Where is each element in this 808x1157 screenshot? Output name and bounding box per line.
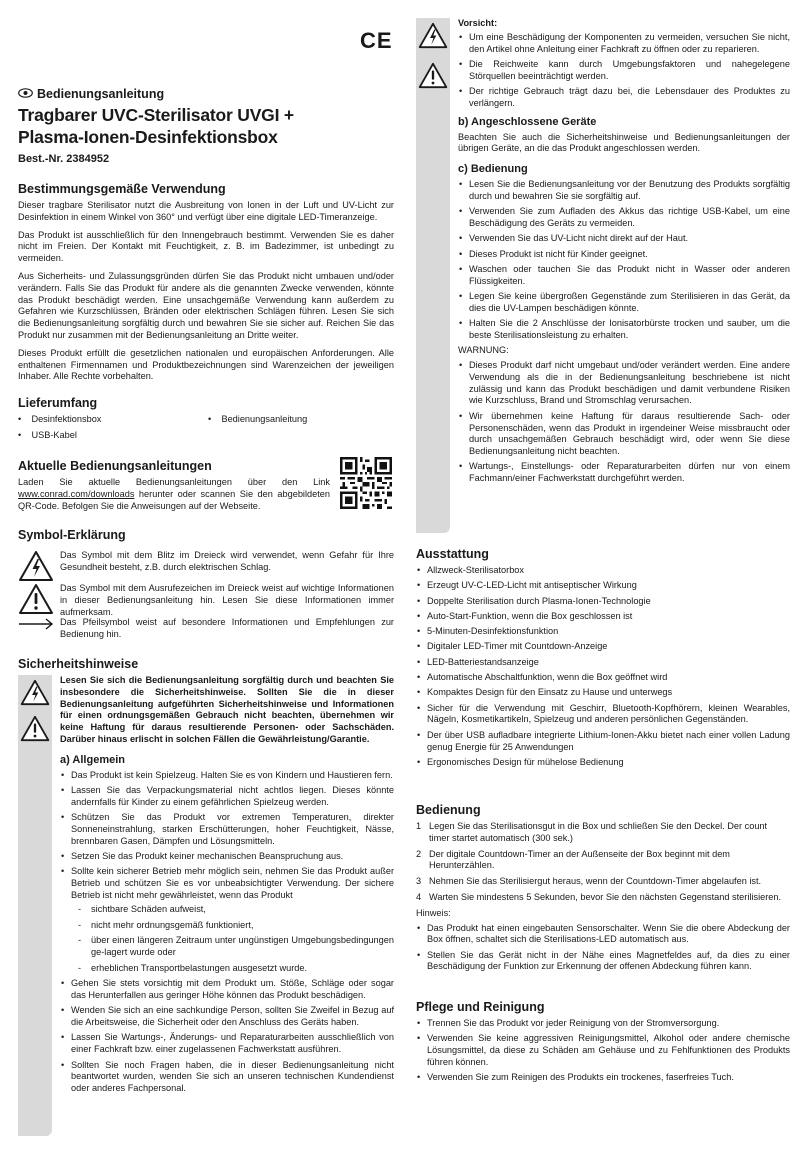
- note-list: [416, 923, 790, 974]
- paragraph: Das Produkt ist ausschließlich für den Innengebrauch bestimmt. Verwenden Sie es daher nicht im Freien. Der Kontakt mit Feuchtigkeit, z. B. im Badezimmer, ist unbedingt zu vermeiden.: [18, 229, 394, 264]
- operation-steps: [416, 821, 790, 904]
- list-item: • Verwenden Sie keine aggressiven Reinigungsmittel, Alkohol oder andere chemische Lösungsmittel, da diese zu Schäden am Gehäuse und zu Fehlfunktionen des Produkts führen können.: [416, 1033, 790, 1068]
- manual-label: Bedienungsanleitung: [18, 85, 164, 103]
- safety-section: [18, 657, 394, 672]
- subsection-heading: a) Allgemein: [60, 753, 125, 766]
- list-item: • Sicher für die Verwendung mit Geschirr, Bluetooth-Kopfhörern, kleinen Wearables, Nägeln, Kosmetikartikeln, Spielzeug und anderen persönlichen Gegenständen.: [416, 703, 790, 727]
- list-item: - über einen längeren Zeitraum unter ungünstigen Umgebungsbedingungen ge-lagert wurde oder: [71, 935, 394, 959]
- list-item: • Automatische Abschaltfunktion, wenn die Box geöffnet wird: [416, 672, 790, 684]
- list-item: • Das Produkt hat einen eingebauten Sensorschalter. Wenn Sie die obere Abdeckung der Box öffnen, schaltet sich die Sterilisations-LED automatisch aus.: [416, 923, 790, 947]
- section-heading: Lieferumfang: [18, 396, 98, 410]
- section-heading: Aktuelle Bedienungsanleitungen: [18, 459, 212, 473]
- subsection-heading: c) Bedienung: [458, 163, 528, 176]
- operation-safety-list: [458, 179, 790, 342]
- section-heading: Pflege und Reinigung: [416, 1000, 545, 1014]
- section-heading: Ausstattung: [416, 547, 489, 561]
- list-item: 3 Nehmen Sie das Sterilisiergut heraus, wenn der Countdown-Timer abgelaufen ist.: [416, 876, 762, 887]
- list-item: • USB-Kabel: [18, 430, 77, 440]
- paragraph: Laden Sie aktuelle Bedienungsanleitungen über den Link www.conrad.com/downloads herunter oder scannen Sie den abgebildeten QR-Code. Befolgen Sie die Anweisungen auf der Webseite.: [18, 477, 330, 511]
- caution-side-bar: [416, 18, 450, 533]
- list-item: • Waschen oder tauchen Sie das Produkt nicht in Wasser oder anderen Flüssigkeiten.: [458, 264, 790, 288]
- ce-mark: CE: [360, 28, 393, 53]
- list-item: • Halten Sie die 2 Anschlüsse der Ionisatorbürste trocken und sauber, um die beste Sterilisationsleistung zu erhalten.: [458, 318, 790, 342]
- paragraph: Aus Sicherheits- und Zulassungsgründen dürfen Sie das Produkt nicht umbauen und/oder verändern. Falls Sie das Produkt für andere als die genannten Zwecke verwenden, könnte das Produkt beschädigt werden. Eine unsachgemäße Verwendung kann außerdem zu Gefahren wie Kurzschlüssen, Bränden oder elektrischen Schlägen führen. Lesen Sie sich die Bedienungsanleitung sorgfältig durch und bewahren Sie sie sicher auf. Reichen Sie das Produkt nur zusammen mit der Bedienungsanleitung an Dritte weiter.: [18, 270, 394, 340]
- caution-heading: Vorsicht:: [458, 18, 498, 28]
- care-section: [416, 1000, 790, 1087]
- delivery-section: [18, 396, 394, 450]
- paragraph: Dieses Produkt erfüllt die gesetzlichen nationalen und europäischen Anforderungen. Alle enthaltenen Firmennamen und Produktbezeichnungen sind Warenzeichen der jeweiligen Inhaber. Alle Rechte vorbehalten.: [18, 347, 394, 382]
- sub-list: [71, 904, 394, 975]
- list-item: • Ergonomisches Design für mühelose Bedienung: [416, 757, 790, 769]
- eye-icon: [18, 85, 33, 103]
- list-item: • Setzen Sie das Produkt keiner mechanischen Beanspruchung aus.: [60, 851, 394, 863]
- list-item: • Lassen Sie das Verpackungsmaterial nicht achtlos liegen. Dieses könnte andernfalls für Kinder zu einem gefährlichen Spielzeug werden.: [60, 785, 394, 809]
- list-item: - nicht mehr ordnungsgemäß funktioniert,: [71, 920, 394, 932]
- list-item: • Dieses Produkt darf nicht umgebaut und/oder verändert werden. Eine andere Verwendung als die in der Bedienungsanleitung beschriebene ist nicht zulässig und kann das Produkt beschädigen und damit verbundene Risiken wie Kurzschluss, Brand und Stromschlag verursachen.: [458, 360, 790, 407]
- section-heading: Bestimmungsgemäße Verwendung: [18, 182, 226, 196]
- list-item: 4 Warten Sie mindestens 5 Sekunden, bevor Sie den nächsten Gegenstand sterilisieren.: [416, 891, 782, 902]
- order-number: Best.-Nr. 2384952: [18, 153, 110, 165]
- lightning-warning-icon: [20, 679, 50, 711]
- safety-content: [60, 675, 394, 1098]
- list-item: • Legen Sie keine übergroßen Gegenstände zum Sterilisieren in das Gerät, da dies die UV-Lampen beschädigen könnte.: [458, 291, 790, 315]
- list-item: - erheblichen Transportbelastungen ausgesetzt wurde.: [71, 963, 394, 975]
- intended-use-section: [18, 182, 394, 383]
- warning-label: WARNUNG:: [458, 345, 509, 356]
- page-title: Tragbarer UVC-Sterilisator UVGI + Plasma-Ionen-Desinfektionsbox: [18, 105, 294, 147]
- list-item: • Doppelte Sterilisation durch Plasma-Ionen-Technologie: [416, 596, 790, 608]
- list-item: • Schützen Sie das Produkt vor extremen Temperaturen, direkter Sonneneinstrahlung, starken Erschütterungen, hoher Feuchtigkeit, Nässe, brennbaren Gasen, Dämpfen und Lösungsmitteln.: [60, 812, 394, 847]
- section-heading: Bedienung: [416, 803, 481, 817]
- list-item: • 5-Minuten-Desinfektionsfunktion: [416, 626, 790, 638]
- list-item: • Bedienungsanleitung: [208, 414, 308, 424]
- list-item: • Stellen Sie das Gerät nicht in der Nähe eines Magnetfeldes auf, da dies zu einer Beschädigung der Funktion zur Erkennung der offenen Abdeckung führen kann.: [416, 950, 790, 974]
- section-heading: Symbol-Erklärung: [18, 528, 126, 542]
- operation-section: [416, 803, 790, 977]
- safety-intro: Lesen Sie sich die Bedienungsanleitung sorgfältig durch und beachten Sie insbesondere die Sicherheitshinweise. Sollten Sie die in dieser Bedienungsanleitung aufgeführten Sicherheitshinweise und Informationen für einen ordnungsgemäßen Gebrauch nicht beachten, übernehmen wir keine Haftung für daraus resultierende Personen- oder Sachschäden. Darüber hinaus erlischt in solchen Fällen die Gewährleistung/Garantie.: [60, 675, 394, 744]
- list-item: • Desinfektionsbox: [18, 414, 102, 424]
- arrow-icon: [18, 617, 54, 636]
- lightning-warning-icon: [418, 22, 448, 54]
- list-item: • Lassen Sie Wartungs-, Änderungs- und Reparaturarbeiten ausschließlich von einer Fachkraft bzw. einer zugelassenen Fachwerkstatt ausführen.: [60, 1032, 394, 1056]
- paragraph: Dieser tragbare Sterilisator nutzt die Ausbreitung von Ionen in der Luft und UV-Licht zur Desinfektion in einem Winkel von 360° und verfügt über eine digitale LED-Timeranzeige.: [18, 200, 394, 222]
- list-item: • Verwenden Sie zum Aufladen des Akkus das richtige USB-Kabel, um eine Beschädigung des Geräts zu vermeiden.: [458, 206, 790, 230]
- paragraph: Beachten Sie auch die Sicherheitshinweise und Bedienungsanleitungen der übrigen Geräte, an die das Produkt angeschlossen werden.: [458, 131, 790, 154]
- list-item: • Gehen Sie stets vorsichtig mit dem Produkt um. Stöße, Schläge oder sogar das Herunterfallen aus geringer Höhe können das Produkt beschädigen.: [60, 978, 394, 1002]
- list-item: • Trennen Sie das Produkt vor jeder Reinigung von der Stromversorgung.: [416, 1018, 790, 1030]
- list-item: • Dieses Produkt ist nicht für Kinder geeignet.: [458, 249, 790, 261]
- general-list: [60, 770, 394, 1095]
- care-list: [416, 1018, 790, 1084]
- list-item: • Der über USB aufladbare integrierte Lithium-Ionen-Akku bietet nach einer vollen Ladung genug Energie für 25 Anwendungen: [416, 730, 790, 754]
- list-item: - sichtbare Schäden aufweist,: [71, 904, 394, 916]
- warning-list: [458, 360, 790, 485]
- list-item: • Digitaler LED-Timer mit Countdown-Anzeige: [416, 641, 790, 653]
- subsection-heading: b) Angeschlossene Geräte: [458, 115, 597, 128]
- exclamation-warning-icon: [20, 715, 50, 747]
- exclamation-warning-icon: [418, 62, 448, 94]
- symbols-section: Symbol-Erklärung Das Symbol mit dem Blitz im Dreieck wird verwendet, wenn Gefahr für Ihre Gesundheit besteht, z.B. durch elektrischen Schlag. Das Symbol mit dem Ausrufezeichen im Dreieck weist auf wichtige Informationen in dieser Bedienungsanleitung hin. Lesen Sie diese Informationen immer aufmerksam. Das Pfeilsymbol weist auf besondere Informationen und Empfehlungen zur Bedienung hin.: [18, 528, 394, 639]
- list-item: • Wartungs-, Einstellungs- oder Reparaturarbeiten dürfen nur von einem Fachmann/einer Fachwerkstatt durchgeführt werden.: [458, 461, 790, 485]
- caution-content: [458, 18, 790, 489]
- features-section: [416, 547, 790, 772]
- list-item: • Allzweck-Sterilisatorbox: [416, 565, 790, 577]
- list-item: • Verwenden Sie das UV-Licht nicht direkt auf der Haut.: [458, 233, 790, 245]
- list-item: • LED-Batteriestandsanzeige: [416, 657, 790, 669]
- qr-code: [340, 457, 392, 509]
- list-item: • Die Reichweite kann durch Umgebungsfaktoren und nahegelegene Störquellen beeinträchtigt werden.: [458, 59, 790, 83]
- list-item: 2 Der digitale Countdown-Timer an der Außenseite der Box beginnt mit dem Herunterzählen.: [416, 848, 730, 871]
- list-item: • Sollten Sie noch Fragen haben, die in dieser Bedienungsanleitung nicht beantwortet wurden, wenden Sie sich an unseren technischen Kundendienst oder anderes Fachpersonal.: [60, 1060, 394, 1095]
- caution-list: [458, 32, 790, 110]
- list-item: • Auto-Start-Funktion, wenn die Box geschlossen ist: [416, 611, 790, 623]
- list-item: • Das Produkt ist kein Spielzeug. Halten Sie es von Kindern und Haustieren fern.: [60, 770, 394, 782]
- list-item: • Kompaktes Design für den Einsatz zu Hause und unterwegs: [416, 687, 790, 699]
- list-item: • Der richtige Gebrauch trägt dazu bei, die Lebensdauer des Produktes zu verlängern.: [458, 86, 790, 110]
- list-item: • Wenden Sie sich an eine sachkundige Person, sollten Sie Zweifel in Bezug auf die Arbeitsweise, die Sicherheit oder den Anschluss des Geräts haben.: [60, 1005, 394, 1029]
- lightning-warning-icon: [18, 550, 54, 587]
- section-heading: Sicherheitshinweise: [18, 657, 139, 671]
- note-label: Hinweis:: [416, 907, 451, 918]
- exclamation-warning-icon: [18, 583, 54, 620]
- features-list: [416, 565, 790, 769]
- list-item: 1 Legen Sie das Sterilisationsgut in die Box und schließen Sie den Deckel. Der count timer startet automatisch (300 sek.): [416, 821, 768, 843]
- list-item: • Erzeugt UV-C-LED-Licht mit antiseptischer Wirkung: [416, 580, 790, 592]
- list-item: • Um eine Beschädigung der Komponenten zu vermeiden, versuchen Sie nicht, den Artikel ohne Anleitung einer Fachkraft zu öffnen oder zu reparieren.: [458, 32, 790, 56]
- list-item: • Wir übernehmen keine Haftung für daraus resultierende Sach- oder Personenschäden, wenn das Produkt in irgendeiner Weise missbraucht oder durch unsachgemäßen Gebrauch beschädigt wird, oder wenn Sie diese Bedienungsanleitung nicht beachten.: [458, 411, 790, 458]
- list-item: • Verwenden Sie zum Reinigen des Produkts ein trockenes, faserfreies Tuch.: [416, 1072, 790, 1084]
- list-item: • Lesen Sie die Bedienungsanleitung vor der Benutzung des Produkts sorgfältig durch und bewahren Sie sie sorgfältig auf.: [458, 179, 790, 203]
- current-manuals-section: [18, 459, 394, 512]
- downloads-link[interactable]: www.conrad.com/downloads: [18, 488, 135, 499]
- list-item: • Sollte kein sicherer Betrieb mehr möglich sein, nehmen Sie das Produkt außer Betrieb und schützen Sie es vor unbeabsichtigter Verwendung. Der sichere Betrieb ist nicht mehr gewährleistet, wenn das Produkt - sichtbare Schäden aufweist, - nicht mehr ordnungsgemäß funktioniert, - über einen längeren Zeitraum unter ungünstigen Umgebungsbedingungen ge-lagert wurde oder - erheblichen Transportbelastungen ausgesetzt wurde.: [60, 866, 394, 974]
